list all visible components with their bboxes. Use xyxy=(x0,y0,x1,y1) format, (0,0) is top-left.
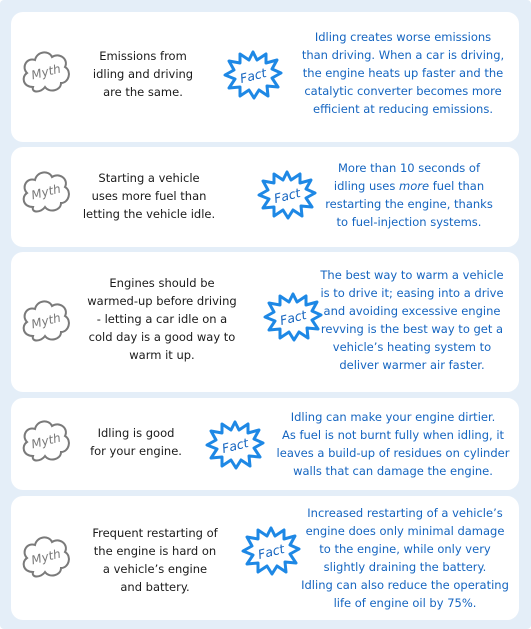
myth-badge-label: Myth xyxy=(29,181,63,203)
myth-statement: Emissions from idling and driving are the same. xyxy=(92,49,194,99)
fact-starburst-icon xyxy=(223,50,283,100)
fact-badge-label: Fact xyxy=(272,184,302,206)
myth-cloud-icon xyxy=(19,167,73,217)
myth-badge-label: Myth xyxy=(29,546,63,568)
myth-badge-label: Myth xyxy=(29,430,63,452)
fact-starburst-icon xyxy=(241,526,301,576)
myth-statement: Idling is good for your engine. xyxy=(90,426,182,458)
fact-starburst-icon xyxy=(205,420,265,470)
fact-statement: Increased restarting of a vehicle’s engine does only minimal damage to the engine, while only very slightly draining the battery. Idling can also reduce the operating life of engine oil by 75%. xyxy=(301,506,509,610)
fact-statement: More than 10 seconds of idling uses more fuel than restarting the engine, thanks to fuel-injection systems. xyxy=(325,161,493,229)
fact-badge-label: Fact xyxy=(220,434,250,456)
myth-badge-label: Myth xyxy=(29,310,63,332)
fact-statement: The best way to warm a vehicle is to drive it; easing into a drive and avoiding excessive engine revving is the best way to get a vehicle’s heating system to deliver warmer air faster. xyxy=(320,268,504,372)
fact-badge-label: Fact xyxy=(256,540,286,562)
myth-fact-card-3 xyxy=(11,252,519,392)
myth-cloud-icon xyxy=(19,47,73,97)
myth-statement: Frequent restarting of the engine is hard on a vehicle’s engine and battery. xyxy=(92,526,218,594)
myth-badge-label: Myth xyxy=(29,61,63,83)
myth-fact-card-1 xyxy=(11,12,519,142)
fact-badge-label: Fact xyxy=(278,306,308,328)
myth-fact-card-5 xyxy=(11,496,519,620)
myth-cloud-icon xyxy=(19,532,73,582)
myth-statement: Engines should be warmed-up before driving - letting a car idle on a cold day is a good way to warm it up. xyxy=(87,276,237,362)
fact-statement: Idling creates worse emissions than driving. When a car is driving, the engine heats up faster and the catalytic converter becomes more efficient at reducing emissions. xyxy=(301,30,505,116)
fact-badge-label: Fact xyxy=(238,64,268,86)
myth-cloud-icon xyxy=(19,416,73,466)
fact-statement: Idling can make your engine dirtier. As fuel is not burnt fully when idling, it leaves a build-up of residues on cylinder walls that can damage the engine. xyxy=(276,410,510,478)
myth-cloud-icon xyxy=(19,296,73,346)
fact-starburst-icon xyxy=(257,170,317,220)
myth-fact-card-4 xyxy=(11,398,519,490)
myth-statement: Starting a vehicle uses more fuel than letting the vehicle idle. xyxy=(82,171,216,221)
emphasis-text: more xyxy=(399,179,430,193)
myth-fact-card-2 xyxy=(11,147,519,247)
